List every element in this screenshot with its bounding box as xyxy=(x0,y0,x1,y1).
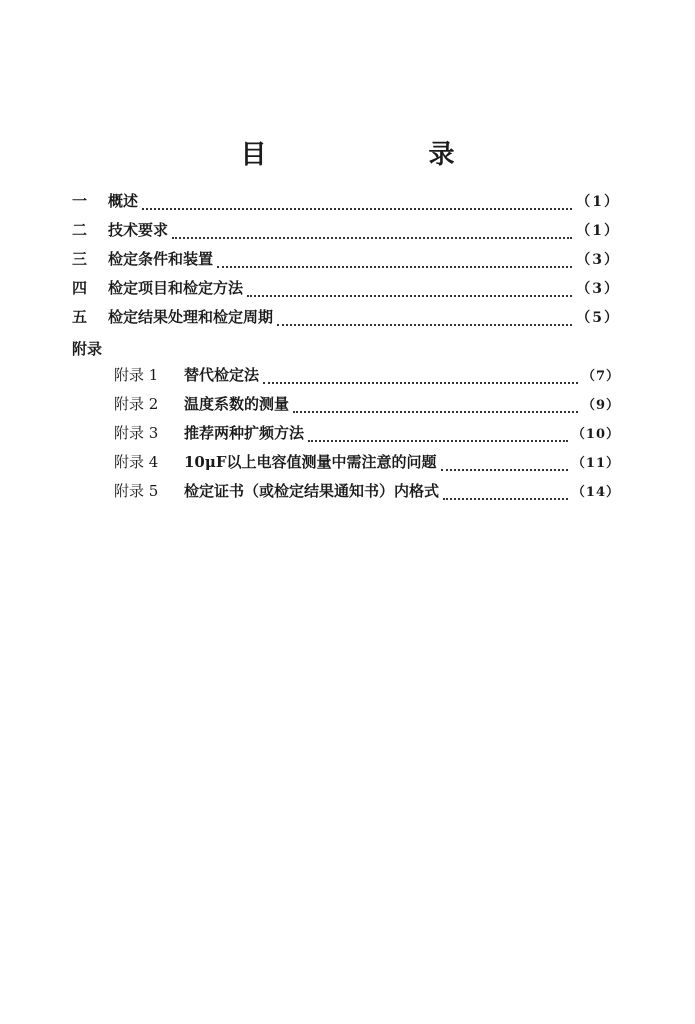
dot-leader xyxy=(443,498,568,500)
appendix-number: 附录 1 xyxy=(114,366,159,384)
toc-entry-page: （3） xyxy=(576,252,620,268)
toc-entry-page: （5） xyxy=(576,310,620,326)
appendix-entry xyxy=(72,393,620,422)
toc-entry-number: 五 xyxy=(72,308,88,326)
dot-leader xyxy=(308,440,568,442)
toc-entry xyxy=(72,277,620,306)
dot-leader xyxy=(441,469,568,471)
dot-leader xyxy=(263,382,578,384)
table-of-contents xyxy=(72,190,620,509)
appendix-page: （14） xyxy=(571,485,620,500)
toc-entry-page: （1） xyxy=(576,223,620,239)
appendix-page: （11） xyxy=(571,456,620,471)
appendix-number: 附录 4 xyxy=(114,453,159,471)
appendix-heading: 附录 xyxy=(72,340,103,358)
appendix-number: 附录 5 xyxy=(114,482,159,500)
appendix-label: 10μF以上电容值测量中需注意的问题 xyxy=(184,453,437,471)
toc-entry xyxy=(72,219,620,248)
toc-entry-label: 技术要求 xyxy=(108,221,169,239)
appendix-number: 附录 3 xyxy=(114,424,159,442)
appendix-label: 检定证书（或检定结果通知书）内格式 xyxy=(184,482,440,500)
appendix-label: 温度系数的测量 xyxy=(184,395,290,413)
appendix-page: （10） xyxy=(571,427,620,442)
dot-leader xyxy=(293,411,578,413)
toc-entry xyxy=(72,248,620,277)
toc-entry-number: 二 xyxy=(72,221,88,239)
toc-entry-number: 四 xyxy=(72,279,88,297)
appendix-label: 替代检定法 xyxy=(184,366,260,384)
toc-entry-label: 概述 xyxy=(108,192,139,210)
appendix-entry xyxy=(72,480,620,509)
dot-leader xyxy=(172,237,572,239)
toc-entry xyxy=(72,306,620,335)
page-title: 目 录 xyxy=(240,140,523,170)
toc-entry-number: 三 xyxy=(72,250,88,268)
appendix-entry xyxy=(72,451,620,480)
toc-entry xyxy=(72,190,620,219)
toc-entry-page: （1） xyxy=(576,194,620,210)
toc-entry-page: （3） xyxy=(576,281,620,297)
appendix-label: 推荐两种扩频方法 xyxy=(184,424,305,442)
dot-leader xyxy=(142,208,572,210)
toc-entry-number: 一 xyxy=(72,192,88,210)
toc-entry-label: 检定结果处理和检定周期 xyxy=(108,308,274,326)
appendix-number: 附录 2 xyxy=(114,395,159,413)
dot-leader xyxy=(277,324,572,326)
appendix-page: （7） xyxy=(581,369,620,384)
appendix-page: （9） xyxy=(581,398,620,413)
appendix-entry xyxy=(72,364,620,393)
toc-entry-label: 检定条件和装置 xyxy=(108,250,214,268)
toc-entry-label: 检定项目和检定方法 xyxy=(108,279,244,297)
dot-leader xyxy=(217,266,572,268)
dot-leader xyxy=(247,295,572,297)
appendix-entry xyxy=(72,422,620,451)
